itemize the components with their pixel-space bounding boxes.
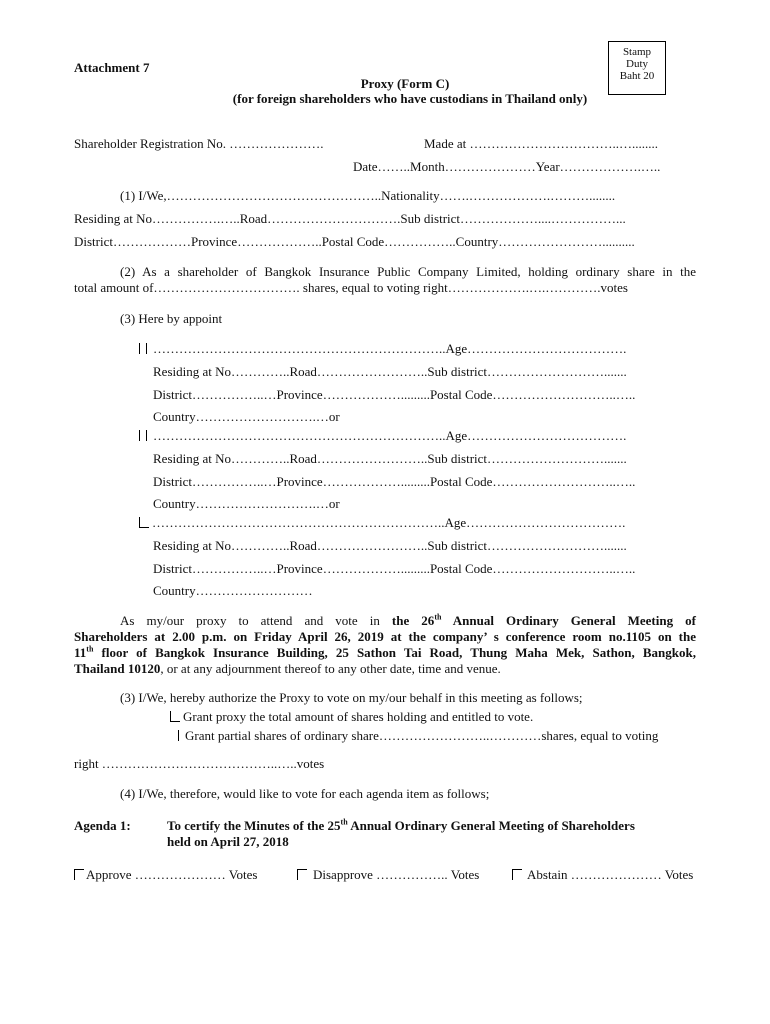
meeting-line-2: Shareholders at 2.00 p.m. on Friday April 26, 2019 at the company’ s conference room no.1105 on the [74, 629, 696, 644]
proxy-2-name[interactable]: …………………………………………………………..Age………………………………. [153, 428, 627, 443]
vote-approve-option[interactable] [74, 867, 257, 883]
partial-voting-right[interactable]: right …………………………………..…..votes [74, 756, 325, 771]
grant-partial-checkbox[interactable] [178, 730, 181, 741]
attachment-label: Attachment 7 [74, 60, 150, 75]
proxy-2-residence[interactable]: Residing at No…………..Road……………………..Sub district………………………....... [153, 451, 627, 466]
proxy-1-district[interactable]: District……………..…Province……………….........Postal Code………………………..….. [153, 387, 636, 402]
abstain-checkbox[interactable] [512, 869, 522, 880]
meeting-line-4: Thailand 10120, or at any adjournment thereof to any other date, time and venue. [74, 661, 501, 676]
proxy-3-district[interactable]: District……………..…Province……………….........Postal Code………………………..….. [153, 561, 636, 576]
proxy-3-country[interactable]: Country……………………… [153, 583, 313, 598]
proxy-3-residence[interactable]: Residing at No…………..Road……………………..Sub district………………………....... [153, 538, 627, 553]
proxy-2-district[interactable]: District……………..…Province……………….........Postal Code………………………..….. [153, 474, 636, 489]
stamp-line-1: Stamp [622, 46, 652, 58]
grant-partial-label[interactable]: Grant partial shares of ordinary share……………………..…………shares, equal to voting [185, 728, 659, 743]
section-4-heading: (4) I/We, therefore, would like to vote for each agenda item as follows; [120, 786, 490, 801]
disapprove-label[interactable]: Disapprove …………….. Votes [313, 867, 480, 882]
disapprove-checkbox[interactable] [297, 869, 307, 880]
proxy-1-country[interactable]: Country……………………….…or [153, 409, 340, 424]
proxy-1-name-line[interactable] [139, 341, 626, 357]
agenda-1-label: Agenda 1: [74, 818, 131, 833]
section-2-paragraph [74, 264, 696, 296]
approve-checkbox[interactable] [74, 869, 84, 880]
form-subtitle: (for foreign shareholders who have custodians in Thailand only) [232, 91, 588, 106]
stamp-line-2: Duty [626, 58, 648, 70]
grant-partial-option[interactable] [178, 728, 658, 744]
approve-label[interactable]: Approve ………………… Votes [86, 867, 258, 882]
proxy-3-name[interactable]: …………………………………………………………..Age………………………………. [152, 515, 626, 530]
shareholder-name-line[interactable]: (1) I/We,…………………………………………..Nationality…….……………….………........ [120, 188, 616, 203]
made-at-field[interactable]: Made at ……………………………..…........ [424, 136, 658, 151]
grant-full-checkbox[interactable] [170, 711, 180, 722]
proxy-2-name-line[interactable] [139, 428, 626, 444]
authorization-heading: (3) I/We, hereby authorize the Proxy to vote on my/our behalf in this meeting as follows; [120, 690, 583, 705]
agenda-1-title-line-1: To certify the Minutes of the 25th Annual Ordinary General Meeting of Shareholders [167, 817, 635, 833]
vote-abstain-option[interactable] [512, 867, 693, 883]
proxy-1-name[interactable]: …………………………………………………………..Age………………………………. [153, 341, 627, 356]
date-field[interactable]: Date……..Month…………………Year……………….….. [353, 159, 661, 174]
meeting-paragraph [74, 613, 696, 677]
stamp-duty-box [608, 41, 666, 95]
grant-full-label: Grant proxy the total amount of shares holding and entitled to vote. [183, 709, 534, 724]
proxy-2-country[interactable]: Country……………………….…or [153, 496, 340, 511]
form-title: Proxy (Form C) [360, 76, 450, 91]
stamp-line-3: Baht 20 [619, 70, 655, 82]
proxy-1-residence[interactable]: Residing at No…………..Road……………………..Sub district………………………....... [153, 364, 627, 379]
proxy-1-checkbox[interactable] [139, 343, 142, 354]
registration-no[interactable]: Shareholder Registration No. …………………. [74, 136, 324, 151]
section-3-heading: (3) Here by appoint [120, 311, 223, 326]
proxy-2-checkbox[interactable] [139, 430, 142, 441]
section-2-line-1: (2) As a shareholder of Bangkok Insurance Public Company Limited, holding ordinary share in the [120, 264, 696, 279]
shareholder-district-line[interactable]: District………………Province………………..Postal Code……………..Country…………………….......... [74, 234, 635, 249]
vote-disapprove-option[interactable] [297, 867, 479, 883]
abstain-label[interactable]: Abstain ………………… Votes [527, 867, 694, 882]
grant-full-option[interactable] [170, 709, 533, 725]
proxy-3-checkbox[interactable] [139, 517, 149, 528]
agenda-1-title-line-2: held on April 27, 2018 [167, 834, 289, 849]
section-2-line-2[interactable]: total amount of……………………………. shares, equal to voting right……………….….………….votes [74, 280, 628, 295]
shareholder-address-line[interactable]: Residing at No…………….…..Road………………………….Sub district………………....……………... [74, 211, 626, 226]
meeting-line-1: As my/our proxy to attend and vote in the 26th Annual Ordinary General Meeting of [120, 612, 696, 628]
meeting-line-3: 11th floor of Bangkok Insurance Building, 25 Sathon Tai Road, Thung Maha Mek, Sathon, Bangkok, [74, 644, 696, 660]
proxy-3-name-line[interactable] [139, 515, 625, 531]
